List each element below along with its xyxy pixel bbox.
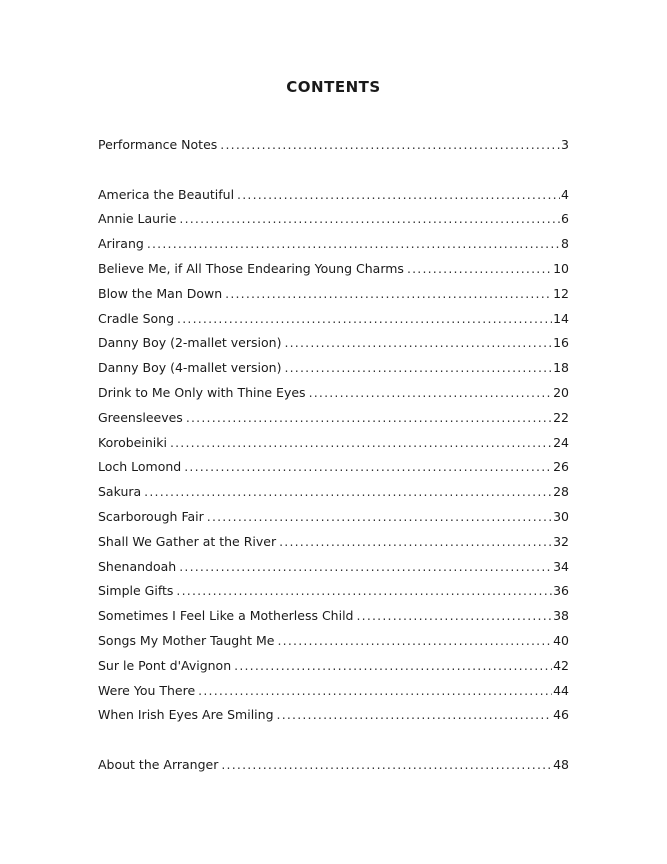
dot-leader (284, 356, 552, 381)
toc-entry (98, 579, 569, 604)
dot-leader (277, 703, 553, 728)
toc-entry-title: About the Arranger (98, 756, 219, 772)
toc-entry-title: Simple Gifts (98, 583, 174, 599)
toc-entry-page: 16 (553, 335, 569, 351)
toc-entry-title: Blow the Man Down (98, 285, 223, 301)
dot-leader (184, 455, 552, 480)
toc-entry-title: Korobeiniki (98, 434, 167, 450)
toc-entry-page: 22 (553, 409, 569, 425)
table-of-contents (98, 133, 569, 778)
dot-leader (221, 753, 552, 778)
toc-entry-page: 18 (553, 360, 569, 376)
toc-entry-title: Cradle Song (98, 310, 175, 326)
outro-section (98, 753, 569, 778)
toc-entry-title: Performance Notes (98, 137, 218, 152)
toc-entry-title: Greensleeves (98, 409, 183, 425)
toc-entry-page: 38 (553, 608, 569, 624)
intro-section (98, 133, 569, 158)
toc-entry-title: Scarborough Fair (98, 508, 204, 524)
toc-entry (98, 406, 569, 431)
toc-entry-title: Sakura (98, 484, 142, 500)
toc-entry (98, 604, 569, 629)
toc-entry (98, 679, 569, 704)
toc-entry-page: 14 (553, 310, 569, 326)
toc-entry (98, 183, 569, 208)
toc-entry (98, 505, 569, 530)
toc-entry (98, 703, 569, 728)
dot-leader (234, 654, 552, 679)
dot-leader (309, 381, 553, 406)
toc-entry-title: Shenandoah (98, 558, 177, 574)
toc-entry-title: Believe Me, if All Those Endearing Young Charms (98, 260, 404, 276)
toc-entry (98, 555, 569, 580)
toc-entry-page: 6 (561, 211, 569, 227)
toc-entry-page: 8 (561, 236, 569, 252)
toc-entry-page: 30 (553, 508, 569, 524)
toc-entry-page: 48 (553, 756, 569, 772)
toc-entry (98, 455, 569, 480)
toc-entry-page: 42 (553, 657, 569, 673)
dot-leader (278, 629, 553, 654)
toc-entry (98, 480, 569, 505)
toc-entry-page: 4 (561, 186, 569, 202)
toc-entry-page: 40 (553, 632, 569, 648)
toc-entry (98, 530, 569, 555)
dot-leader (177, 307, 552, 332)
toc-entry (98, 356, 569, 381)
toc-entry-page: 32 (553, 533, 569, 549)
section-gap (98, 158, 569, 183)
dot-leader (279, 530, 552, 555)
section-gap (98, 728, 569, 753)
toc-entry-title: Arirang (98, 236, 144, 252)
pieces-section (98, 183, 569, 729)
toc-entry-page: 24 (553, 434, 569, 450)
toc-entry-title: Loch Lomond (98, 459, 182, 475)
toc-entry-page: 46 (553, 707, 569, 723)
toc-entry-page: 12 (553, 285, 569, 301)
toc-entry-title: America the Beautiful (98, 186, 235, 202)
toc-entry (98, 431, 569, 456)
dot-leader (225, 282, 552, 307)
dot-leader (179, 207, 560, 232)
dot-leader (284, 331, 552, 356)
toc-entry-title: When Irish Eyes Are Smiling (98, 707, 274, 723)
dot-leader (176, 579, 552, 604)
dot-leader (147, 232, 560, 257)
toc-entry (98, 207, 569, 232)
toc-entry (98, 307, 569, 332)
dot-leader (356, 604, 552, 629)
toc-entry (98, 654, 569, 679)
toc-entry-title: Sometimes I Feel Like a Motherless Child (98, 608, 354, 624)
toc-entry-page: 3 (561, 137, 569, 152)
toc-entry (98, 282, 569, 307)
toc-entry (98, 232, 569, 257)
toc-entry-page: 44 (553, 682, 569, 698)
toc-entry-title: Annie Laurie (98, 211, 177, 227)
toc-entry-title: Shall We Gather at the River (98, 533, 277, 549)
dot-leader (237, 183, 560, 208)
dot-leader (144, 480, 552, 505)
toc-entry-page: 10 (553, 260, 569, 276)
toc-entry (98, 133, 569, 158)
toc-entry (98, 753, 569, 778)
toc-entry-page: 34 (553, 558, 569, 574)
page-title: CONTENTS (286, 78, 381, 96)
toc-entry-page: 36 (553, 583, 569, 599)
toc-entry-title: Drink to Me Only with Thine Eyes (98, 384, 306, 400)
dot-leader (220, 133, 560, 158)
toc-entry-page: 26 (553, 459, 569, 475)
toc-entry-title: Danny Boy (2-mallet version) (98, 335, 282, 351)
dot-leader (170, 431, 552, 456)
dot-leader (179, 555, 552, 580)
toc-entry (98, 629, 569, 654)
toc-entry-title: Danny Boy (4-mallet version) (98, 360, 282, 376)
toc-entry-page: 20 (553, 384, 569, 400)
toc-entry-title: Songs My Mother Taught Me (98, 632, 275, 648)
toc-entry-title: Were You There (98, 682, 196, 698)
toc-entry (98, 331, 569, 356)
dot-leader (186, 406, 552, 431)
toc-entry-title: Sur le Pont d'Avignon (98, 657, 232, 673)
toc-entry (98, 257, 569, 282)
dot-leader (198, 679, 552, 704)
toc-entry-page: 28 (553, 484, 569, 500)
dot-leader (407, 257, 552, 282)
toc-entry (98, 381, 569, 406)
dot-leader (207, 505, 552, 530)
